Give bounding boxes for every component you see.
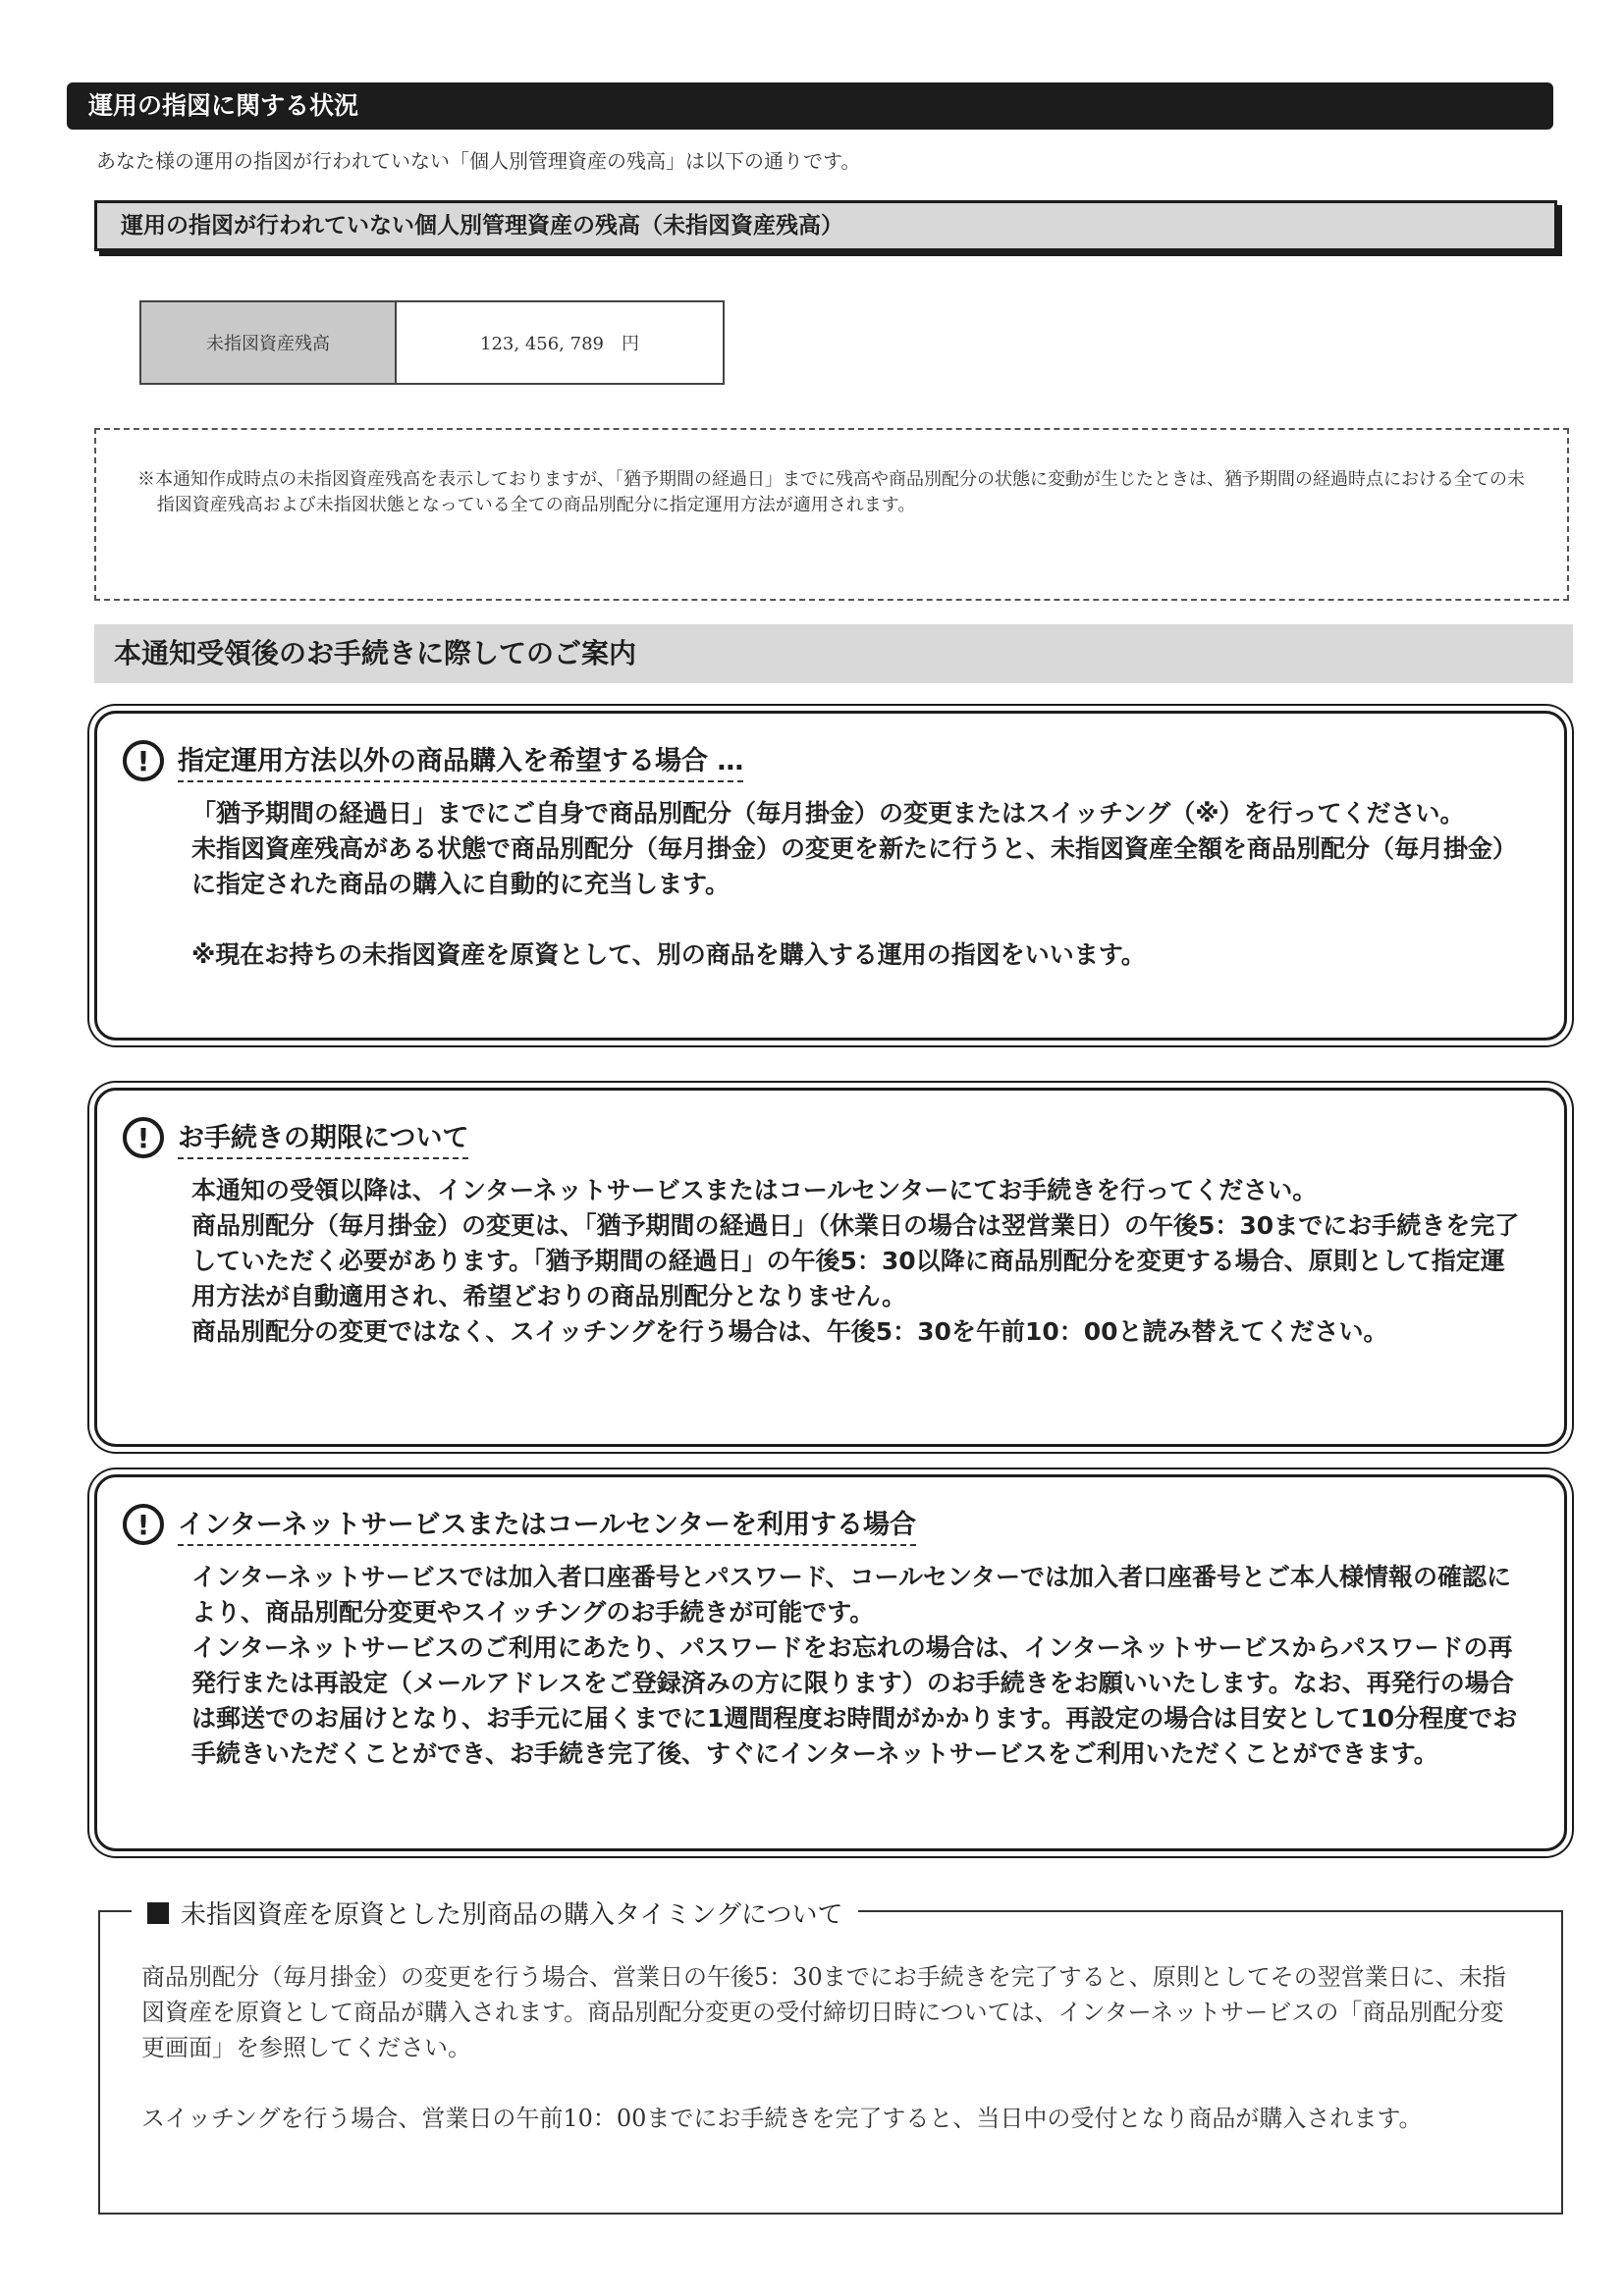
section-title-bar [67, 82, 1553, 130]
paragraph: インターネットサービスでは加入者口座番号とパスワード、コールセンターでは加入者口座番号とご本人様情報の確認により、商品別配分変更やスイッチングのお手続きが可能です。 [191, 1563, 1512, 1627]
exclamation-icon: ! [123, 1504, 164, 1545]
info-box-header [123, 739, 1523, 782]
paragraph: 商品別配分（毎月掛金）の変更は、「猶予期間の経過日」（休業日の場合は翌営業日）の午後5：30までにお手続きを完了していただく必要があります。「猶予期間の経過日」の午後5：30以降に商品別配分を変更する場合、原則として指定運用方法が自動適用され、希望どおりの商品別配分となりません。 [191, 1211, 1520, 1310]
timing-paragraph-2: スイッチングを行う場合、営業日の午前10：00までにお手続きを完了すると、当日中の受付となり商品が購入されます。 [141, 2105, 1423, 2132]
balance-table [139, 300, 725, 385]
balance-label: 未指図資産残高 [141, 302, 397, 383]
info-box-title: お手続きの期限について [178, 1116, 468, 1159]
paragraph: インターネットサービスのご利用にあたり、パスワードをお忘れの場合は、インターネットサービスからパスワードの再発行または再設定（メールアドレスをご登録済みの方に限ります）のお手続きをお願いいたします。なお、再発行の場合は郵送でのお届けとなり、お手元に届くまでに1週間程度お時間がかかります。再設定の場合は目安として10分程度でお手続きいただくことができ、お手続き完了後、すぐにインターネットサービスをご利用いただくことができます。 [191, 1633, 1518, 1768]
info-box-header [123, 1503, 1523, 1546]
black-square-icon [147, 1902, 169, 1924]
info-box-deadline [94, 1088, 1567, 1447]
info-box-header [123, 1116, 1523, 1159]
info-box-body [191, 796, 1523, 973]
balance-value: 123, 456, 789 円 [480, 334, 639, 354]
info-box-non-default-purchase [94, 711, 1567, 1041]
footnote: ※現在お持ちの未指図資産を原資として、別の商品を購入する運用の指図をいいます。 [191, 940, 1146, 969]
info-box-title: インターネットサービスまたはコールセンターを利用する場合 [178, 1503, 916, 1546]
balance-subheading: 運用の指図が行われていない個人別管理資産の残高（未指図資産残高） [94, 200, 1557, 251]
info-box-body [191, 1173, 1523, 1350]
info-box-internet-callcenter [94, 1474, 1567, 1851]
info-box-title: 指定運用方法以外の商品購入を希望する場合 … [178, 739, 743, 782]
intro-text: あなた様の運用の指図が行われていない「個人別管理資産の残高」は以下の通りです。 [96, 149, 861, 173]
guide-heading: 本通知受領後のお手続きに際してのご案内 [94, 624, 1573, 683]
timing-box [98, 1910, 1563, 2215]
section-title: 運用の指図に関する状況 [88, 91, 359, 120]
exclamation-icon: ! [123, 740, 164, 781]
paragraph: 商品別配分の変更ではなく、スイッチングを行う場合は、午後5：30を午前10：00と読み替えてください。 [191, 1317, 1388, 1346]
paragraph: 「猶予期間の経過日」までにご自身で商品別配分（毎月掛金）の変更またはスイッチング（※）を行ってください。 [191, 799, 1465, 828]
timing-box-title [132, 1895, 858, 1931]
timing-title-text: 未指図資産を原資とした別商品の購入タイミングについて [181, 1900, 843, 1930]
note-text: ※本通知作成時点の未指図資産残高を表示しておりますが、「猶予期間の経過日」までに残高や商品別配分の状態に変動が生じたときは、猶予期間の経過時点における全ての未指図資産残高および未指図状態となっている全ての商品別配分に指定運用方法が適用されます。 [137, 469, 1525, 515]
paragraph: 未指図資産残高がある状態で商品別配分（毎月掛金）の変更を新たに行うと、未指図資産全額を商品別配分（毎月掛金）に指定された商品の購入に自動的に充当します。 [191, 834, 1518, 898]
paragraph: 本通知の受領以降は、インターネットサービスまたはコールセンターにてお手続きを行ってください。 [191, 1176, 1318, 1204]
note-box [94, 428, 1569, 601]
info-box-body [191, 1560, 1523, 1772]
timing-paragraph-1: 商品別配分（毎月掛金）の変更を行う場合、営業日の午後5：30までにお手続きを完了すると、原則としてその翌営業日に、未指図資産を原資として商品が購入されます。商品別配分変更の受付締切日時については、インターネットサービスの「商品別配分変更画面」を参照してください。 [141, 1963, 1506, 2061]
exclamation-icon: ! [123, 1117, 164, 1158]
